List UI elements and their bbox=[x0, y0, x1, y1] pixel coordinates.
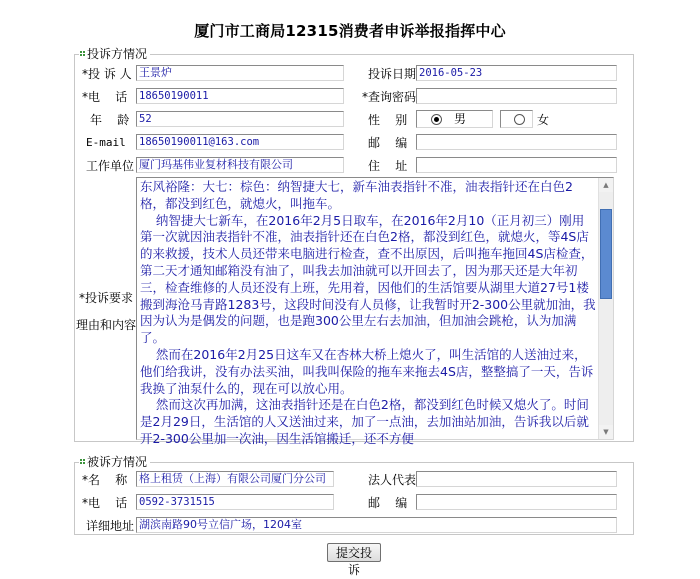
email-field[interactable]: 18650190011@163.com bbox=[136, 134, 344, 150]
workplace-field[interactable]: 厦门玛基伟业复材科技有限公司 bbox=[136, 157, 344, 173]
gender-male-box[interactable] bbox=[416, 110, 493, 128]
respondent-name-field[interactable]: 格上租赁（上海）有限公司厦门分公司 bbox=[136, 471, 334, 487]
complainant-address-field[interactable] bbox=[416, 157, 617, 173]
respondent-legend bbox=[79, 455, 150, 469]
gender-female-label: 女 bbox=[537, 113, 550, 127]
complaint-scrollbar[interactable] bbox=[598, 178, 613, 439]
scroll-up-arrow-icon[interactable]: ▲ bbox=[599, 178, 613, 192]
bullet-dots-icon bbox=[80, 51, 85, 56]
respondent-legend-text: 被诉方情况 bbox=[87, 455, 148, 469]
gender-female-radio[interactable] bbox=[514, 114, 525, 125]
query-password-field[interactable] bbox=[416, 88, 617, 104]
gender-label: 性 别 bbox=[368, 113, 408, 127]
complaint-request-label: *投诉要求 bbox=[79, 291, 134, 305]
complainant-postcode-field[interactable] bbox=[416, 134, 617, 150]
complaint-date-field[interactable]: 2016-05-23 bbox=[416, 65, 617, 81]
complaint-content-textarea[interactable] bbox=[136, 177, 614, 446]
bullet-dots-icon bbox=[80, 459, 85, 464]
respondent-phone-field[interactable]: 0592-3731515 bbox=[136, 494, 334, 510]
complainant-phone-label: *电 话 bbox=[82, 90, 128, 104]
respondent-phone-label: *电 话 bbox=[82, 496, 128, 510]
age-label: 年 龄 bbox=[90, 113, 130, 127]
complainant-phone-field[interactable]: 18650190011 bbox=[136, 88, 344, 104]
legal-rep-label: 法人代表 bbox=[368, 473, 417, 487]
respondent-postcode-field[interactable] bbox=[416, 494, 617, 510]
complaint-date-label: 投诉日期 bbox=[368, 67, 417, 81]
age-field[interactable]: 52 bbox=[136, 111, 344, 127]
scroll-thumb[interactable] bbox=[600, 209, 612, 299]
complainant-legend bbox=[79, 47, 150, 61]
legal-rep-field[interactable] bbox=[416, 471, 617, 487]
submit-complaint-button[interactable]: 提交投诉 bbox=[327, 543, 381, 562]
complaint-reason-label: 理由和内容 bbox=[76, 318, 137, 332]
respondent-address-field[interactable]: 湖滨南路90号立信广场，1204室 bbox=[136, 517, 617, 533]
query-password-label: *查询密码 bbox=[362, 90, 417, 104]
complainant-address-label: 住 址 bbox=[368, 159, 408, 173]
respondent-postcode-label: 邮 编 bbox=[368, 496, 408, 510]
gender-male-radio[interactable] bbox=[431, 114, 442, 125]
complainant-legend-text: 投诉方情况 bbox=[87, 47, 148, 61]
complainant-postcode-label: 邮 编 bbox=[368, 136, 408, 150]
complainant-name-field[interactable]: 王景炉 bbox=[136, 65, 344, 81]
respondent-address-label: 详细地址 bbox=[86, 519, 135, 533]
gender-female-box[interactable] bbox=[500, 110, 533, 128]
workplace-label: 工作单位 bbox=[86, 159, 135, 173]
complaint-content-text[interactable]: 东风裕隆：大七：棕色：纳智捷大七，新车油表指针不准，油表指针还在白色2格，都没到红色，就熄火，叫拖车。 纳智捷大七新车，在2016年2月5日取车，在2016年2月10（正月初三）刚用第一次就因油表指针不准，油表指针还在白色2格，都没到红色，就熄火，等4S店的来救援，技术人员还带来电脑进行检查，查不出原因，后叫拖车拖回4S店检查，第二天才通知邮箱没有油了，叫我去加油就可以开回去了，因为那天还是大年初三，检查维修的人员还没有上班，先用着，因他们的生活馆要从湖里大道27号1楼搬到海沧马青路1283号，这段时间没有人员修，让我暂时开2-300公里就加油，我因为认为是偶发的问题，也是跑300公里左右去加油，但加油会跳枪，认为加满了。 然而在2016年2月25日这车又在杏林大桥上熄火了，叫生活馆的人送油过来，他们给我讲，没有办法买油，叫我叫保险的拖车来拖去4S店，整整搞了一天，告诉我换了油泵什么的，现在可以放心用。 然而这次再加满，这油表指针还是在白色2格，都没到红色时候又熄火了。时间是2月29日，生活馆的人又送油过来，加了一点油，去加油站加油，告诉我以后就开2-300公里加一次油，因生活馆搬迁，还不方便 bbox=[140, 179, 596, 446]
scroll-down-arrow-icon[interactable]: ▼ bbox=[599, 425, 613, 439]
email-label: E-mail bbox=[86, 136, 126, 149]
respondent-name-label: *名 称 bbox=[82, 473, 128, 487]
complainant-name-label: *投 诉 人 bbox=[82, 67, 132, 81]
gender-male-label: 男 bbox=[454, 112, 467, 126]
page-title: 厦门市工商局12315消费者申诉举报指挥中心 bbox=[194, 22, 506, 40]
